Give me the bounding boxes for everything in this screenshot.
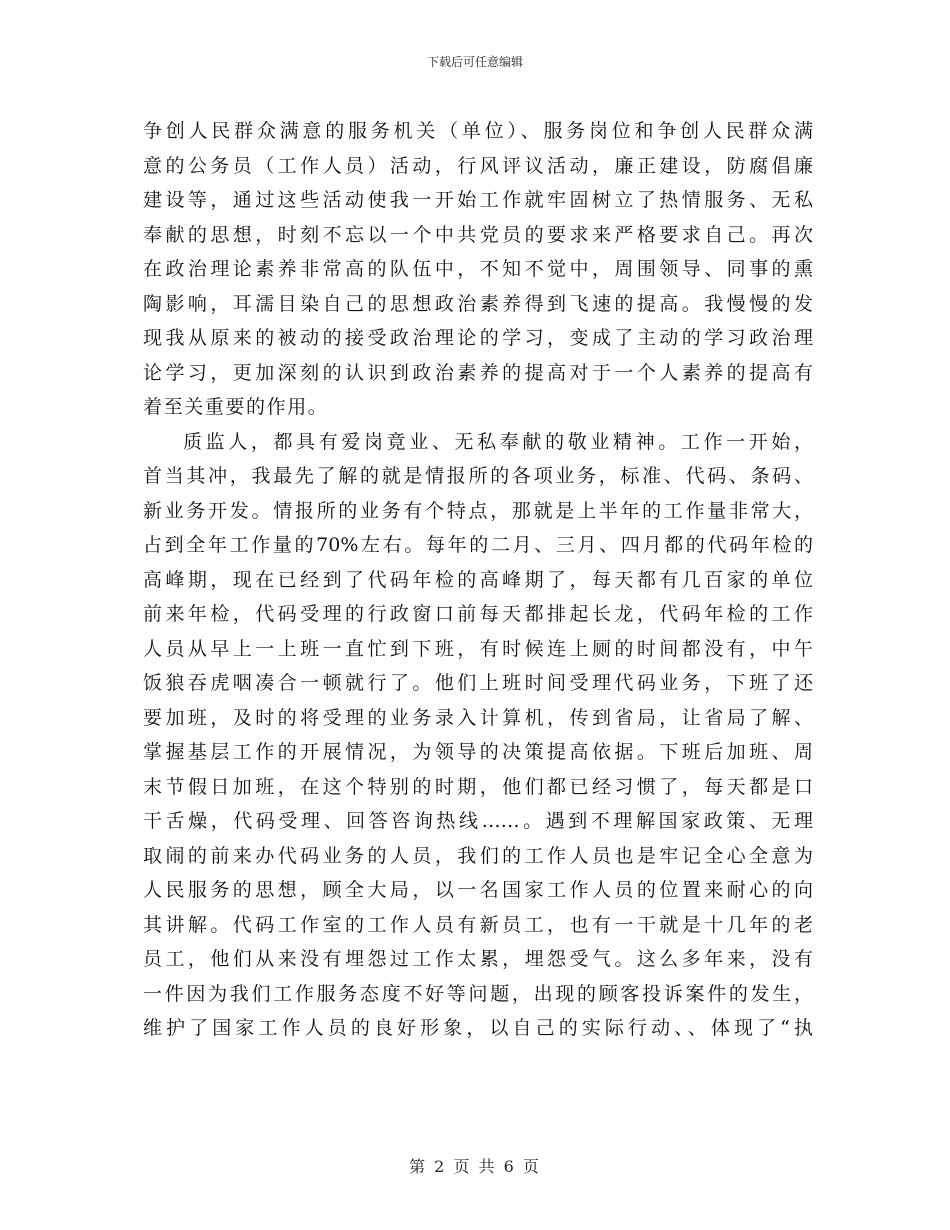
text-line: 首当其冲，我最先了解的就是情报所的各项业务，标准、代码、条码、 [143,465,813,487]
page-header: 下载后可任意编辑 [426,55,523,69]
text-line: 意的公务员（工作人员）活动，行风评议活动，廉正建设，防腐倡廉 [143,154,813,177]
body-text [143,114,813,1046]
text-line: 维护了国家工作人员的良好形象，以自己的实际行动、、体现了“执 [143,1017,813,1039]
text-line: 干舌燥，代码受理、回答咨询热线……。遇到不理解国家政策、无理 [143,810,813,832]
text-line: 奉献的思想，时刻不忘以一个中共党员的要求来严格要求自己。再次 [143,223,813,246]
text-line: 末节假日加班，在这个特别的时期，他们都已经习惯了，每天都是口 [143,775,813,798]
text-line: 陶影响，耳濡目染自己的思想政治素养得到飞速的提高。我慢慢的发 [143,292,813,315]
text-line: 人民服务的思想，顾全大局，以一名国家工作人员的位置来耐心的向 [143,879,813,901]
text-line: 员工，他们从来没有埋怨过工作太累，埋怨受气。这么多年来，没有 [143,948,813,970]
text-line: 其讲解。代码工作室的工作人员有新员工，也有一干就是十几年的老 [143,913,813,936]
text-line: 现我从原来的被动的接受政治理论的学习，变成了主动的学习政治理 [143,327,813,349]
page-footer: 第 2 页 共 6 页 [409,1157,541,1176]
text-line: 前来年检，代码受理的行政窗口前每天都排起长龙，代码年检的工作 [143,603,813,625]
text-line: 饭狼吞虎咽凑合一顿就行了。他们上班时间受理代码业务，下班了还 [143,672,813,694]
text-line: 占到全年工作量的70%左右。每年的二月、三月、四月都的代码年检的 [143,534,813,556]
text-line: 高峰期，现在已经到了代码年检的高峰期了，每天都有几百家的单位 [143,568,813,591]
text-line: 在政治理论素养非常高的队伍中，不知不觉中，周围领导、同事的熏 [143,258,813,280]
text-line: 论学习，更加深刻的认识到政治素养的提高对于一个人素养的提高有 [143,361,813,384]
text-line: 要加班，及时的将受理的业务录入计算机，传到省局，让省局了解、 [143,706,813,729]
text-line: 着至关重要的作用。 [143,396,329,418]
text-line: 一件因为我们工作服务态度不好等问题，出现的顾客投诉案件的发生， [143,982,813,1005]
paragraph-first-line: 质监人，都具有爱岗竟业、无私奉献的敬业精神。工作一开始， [183,430,813,453]
text-line: 争创人民群众满意的服务机关（单位）、服务岗位和争创人民群众满 [143,120,813,142]
text-line: 人员从早上一上班一直忙到下班，有时候连上厕的时间都没有，中午 [143,637,813,660]
text-line: 掌握基层工作的开展情况，为领导的决策提高依据。下班后加班、周 [143,741,813,763]
text-line: 建设等，通过这些活动使我一开始工作就牢固树立了热情服务、无私 [143,189,813,211]
text-line: 取闹的前来办代码业务的人员，我们的工作人员也是牢记全心全意为 [143,844,813,867]
text-line: 新业务开发。情报所的业务有个特点，那就是上半年的工作量非常大， [143,499,813,522]
